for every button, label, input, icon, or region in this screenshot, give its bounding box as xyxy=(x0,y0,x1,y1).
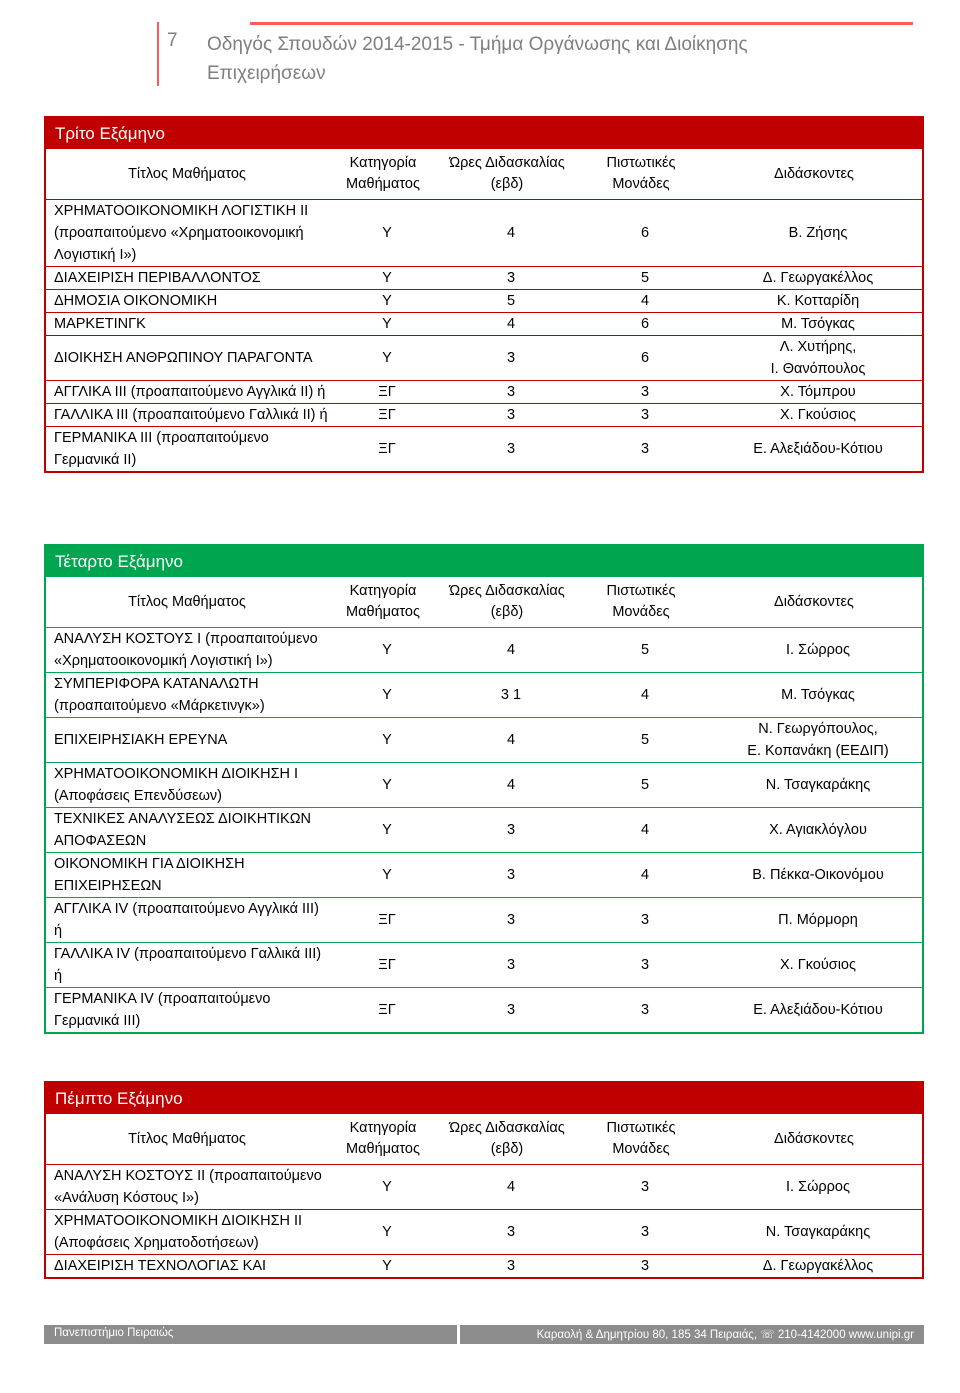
course-hours: 3 1 xyxy=(438,673,576,718)
header-accent-line xyxy=(250,22,913,25)
table-row xyxy=(46,313,922,336)
course-category: Υ xyxy=(328,1255,438,1278)
course-credits: 3 xyxy=(576,404,706,427)
course-credits: 3 xyxy=(576,1210,706,1255)
page-number: 7 xyxy=(167,30,178,51)
course-title: ΑΓΓΛΙΚΑ ΙV (προαπαιτούμενο Αγγλικά ΙΙΙ) ή xyxy=(46,898,328,943)
course-hours: 4 xyxy=(438,628,576,673)
course-credits: 6 xyxy=(576,200,706,267)
course-credits: 6 xyxy=(576,336,706,381)
table-row xyxy=(46,336,922,381)
course-teachers: Δ. Γεωργακέλλος xyxy=(706,267,922,290)
course-category: Υ xyxy=(328,200,438,267)
course-teachers: Χ. Γκούσιος xyxy=(706,404,922,427)
course-category: Υ xyxy=(328,336,438,381)
course-hours: 3 xyxy=(438,427,576,472)
course-credits: 3 xyxy=(576,898,706,943)
course-hours: 4 xyxy=(438,763,576,808)
course-category: ΞΓ xyxy=(328,427,438,472)
table-row xyxy=(46,718,922,763)
column-header-credits: Πιστωτικές Μονάδες xyxy=(606,155,676,192)
column-header-teachers: Διδάσκοντες xyxy=(774,165,854,182)
table-row xyxy=(46,1255,922,1278)
course-title: ΑΝΑΛΥΣΗ ΚΟΣΤΟΥΣ Ι (προαπαιτούμενο «Χρηματοοικονομική Λογιστική Ι») xyxy=(46,628,328,673)
course-title: ΧΡΗΜΑΤΟΟΙΚΟΝΟΜΙΚΗ ΔΙΟΙΚΗΣΗ Ι (Αποφάσεις Επενδύσεων) xyxy=(46,763,328,808)
course-category: Υ xyxy=(328,853,438,898)
course-credits: 5 xyxy=(576,718,706,763)
course-category: Υ xyxy=(328,290,438,313)
column-header-credits: Πιστωτικές Μονάδες xyxy=(606,583,676,620)
course-title: ΓΑΛΛΙΚΑ ΙV (προαπαιτούμενο Γαλλικά ΙΙΙ) ή xyxy=(46,943,328,988)
course-title: ΣΥΜΠΕΡΙΦΟΡΑ ΚΑΤΑΝΑΛΩΤΗ (προαπαιτούμενο «Μάρκετινγκ») xyxy=(46,673,328,718)
course-credits: 3 xyxy=(576,988,706,1033)
course-credits: 4 xyxy=(576,290,706,313)
course-teachers: Χ. Γκούσιος xyxy=(706,943,922,988)
course-hours: 4 xyxy=(438,313,576,336)
table-row xyxy=(46,427,922,472)
table-row xyxy=(46,943,922,988)
table-row xyxy=(46,200,922,267)
course-category: Υ xyxy=(328,1165,438,1210)
table-row xyxy=(46,1165,922,1210)
course-hours: 4 xyxy=(438,1165,576,1210)
course-teachers: Ν. Γεωργόπουλος, Ε. Κοπανάκη (ΕΕΔΙΠ) xyxy=(706,718,922,763)
column-header-title: Τίτλος Μαθήματος xyxy=(128,1130,246,1147)
column-header-category: Κατηγορία Μαθήματος xyxy=(346,583,420,620)
course-category: Υ xyxy=(328,267,438,290)
course-category: Υ xyxy=(328,718,438,763)
courses-table xyxy=(46,577,922,1032)
course-category: Υ xyxy=(328,628,438,673)
table-row xyxy=(46,267,922,290)
course-title: ΤΕΧΝΙΚΕΣ ΑΝΑΛΥΣΕΩΣ ΔΙΟΙΚΗΤΙΚΩΝ ΑΠΟΦΑΣΕΩΝ xyxy=(46,808,328,853)
semester-title: Πέμπτο Εξάμηνο xyxy=(46,1083,922,1114)
course-teachers: Ν. Τσαγκαράκης xyxy=(706,763,922,808)
header-accent-box xyxy=(47,22,159,86)
semester-title: Τέταρτο Εξάμηνο xyxy=(46,546,922,577)
course-hours: 4 xyxy=(438,718,576,763)
course-teachers: Λ. Χυτήρης, Ι. Θανόπουλος xyxy=(706,336,922,381)
course-hours: 4 xyxy=(438,200,576,267)
course-teachers: Ι. Σώρρος xyxy=(706,628,922,673)
course-category: Υ xyxy=(328,673,438,718)
course-category: Υ xyxy=(328,313,438,336)
table-row xyxy=(46,404,922,427)
course-title: ΧΡΗΜΑΤΟΟΙΚΟΝΟΜΙΚΗ ΔΙΟΙΚΗΣΗ ΙΙ (Αποφάσεις Χρηματοδοτήσεων) xyxy=(46,1210,328,1255)
course-hours: 3 xyxy=(438,381,576,404)
course-teachers: Ν. Τσαγκαράκης xyxy=(706,1210,922,1255)
course-title: ΧΡΗΜΑΤΟΟΙΚΟΝΟΜΙΚΗ ΛΟΓΙΣΤΙΚΗ ΙΙ (προαπαιτούμενο «Χρηματοοικονομική Λογιστική Ι») xyxy=(46,200,328,267)
semester-3-section xyxy=(44,116,924,473)
course-title: ΑΓΓΛΙΚΑ ΙΙΙ (προαπαιτούμενο Αγγλικά ΙΙ) ή xyxy=(46,381,328,404)
course-hours: 3 xyxy=(438,336,576,381)
course-title: ΔΙΑΧΕΙΡΙΣΗ ΠΕΡΙΒΑΛΛΟΝΤΟΣ xyxy=(46,267,328,290)
column-header-title: Τίτλος Μαθήματος xyxy=(128,593,246,610)
course-hours: 3 xyxy=(438,404,576,427)
course-hours: 5 xyxy=(438,290,576,313)
courses-table xyxy=(46,149,922,471)
course-hours: 3 xyxy=(438,943,576,988)
course-title: ΕΠΙΧΕΙΡΗΣΙΑΚΗ ΕΡΕΥΝΑ xyxy=(46,718,328,763)
page-title: Οδηγός Σπουδών 2014-2015 - Τμήμα Οργάνωσης και Διοίκησης Επιχειρήσεων xyxy=(207,34,748,84)
course-credits: 3 xyxy=(576,381,706,404)
table-row xyxy=(46,381,922,404)
course-teachers: Ε. Αλεξιάδου-Κότιου xyxy=(706,427,922,472)
course-category: Υ xyxy=(328,763,438,808)
column-header-teachers: Διδάσκοντες xyxy=(774,593,854,610)
course-credits: 6 xyxy=(576,313,706,336)
table-row xyxy=(46,808,922,853)
course-title: ΓΕΡΜΑΝΙΚΑ ΙΙΙ (προαπαιτούμενο Γερμανικά ΙΙ) xyxy=(46,427,328,472)
column-header-category: Κατηγορία Μαθήματος xyxy=(346,155,420,192)
course-teachers: Χ. Τόμπρου xyxy=(706,381,922,404)
course-title: ΓΕΡΜΑΝΙΚΑ ΙV (προαπαιτούμενο Γερμανικά ΙΙΙ) xyxy=(46,988,328,1033)
course-hours: 3 xyxy=(438,988,576,1033)
table-row xyxy=(46,853,922,898)
course-credits: 3 xyxy=(576,1255,706,1278)
column-header-title: Τίτλος Μαθήματος xyxy=(128,165,246,182)
footer-university: Πανεπιστήμιο Πειραιώς xyxy=(54,1327,174,1339)
course-credits: 4 xyxy=(576,673,706,718)
column-header-hours: Ώρες Διδασκαλίας (εβδ) xyxy=(449,583,565,620)
course-category: ΞΓ xyxy=(328,404,438,427)
semester-4-section xyxy=(44,544,924,1034)
course-teachers: Δ. Γεωργακέλλος xyxy=(706,1255,922,1278)
footer-contact: Καραολή & Δημητρίου 80, 185 34 Πειραιάς, ☏ 210-4142000 www.unipi.gr xyxy=(536,1329,914,1341)
course-title: ΔΙΟΙΚΗΣΗ ΑΝΘΡΩΠΙΝΟΥ ΠΑΡΑΓΟΝΤΑ xyxy=(46,336,328,381)
table-row xyxy=(46,898,922,943)
footer xyxy=(44,1325,924,1344)
semester-5-section xyxy=(44,1081,924,1279)
course-title: ΜΑΡΚΕΤΙΝΓΚ xyxy=(46,313,328,336)
course-hours: 3 xyxy=(438,1210,576,1255)
column-header-teachers: Διδάσκοντες xyxy=(774,1130,854,1147)
course-hours: 3 xyxy=(438,853,576,898)
column-header-hours: Ώρες Διδασκαλίας (εβδ) xyxy=(449,155,565,192)
course-credits: 4 xyxy=(576,853,706,898)
table-row xyxy=(46,290,922,313)
table-row xyxy=(46,628,922,673)
course-category: ΞΓ xyxy=(328,988,438,1033)
course-title: ΑΝΑΛΥΣΗ ΚΟΣΤΟΥΣ ΙΙ (προαπαιτούμενο «Ανάλυση Κόστους Ι») xyxy=(46,1165,328,1210)
course-teachers: Μ. Τσόγκας xyxy=(706,313,922,336)
course-teachers: Π. Μόρμορη xyxy=(706,898,922,943)
course-category: ΞΓ xyxy=(328,381,438,404)
table-row xyxy=(46,673,922,718)
course-hours: 3 xyxy=(438,898,576,943)
table-row xyxy=(46,988,922,1033)
course-teachers: Ι. Σώρρος xyxy=(706,1165,922,1210)
course-category: Υ xyxy=(328,808,438,853)
course-teachers: Ε. Αλεξιάδου-Κότιου xyxy=(706,988,922,1033)
course-hours: 3 xyxy=(438,1255,576,1278)
course-category: ΞΓ xyxy=(328,943,438,988)
course-credits: 3 xyxy=(576,1165,706,1210)
column-header-category: Κατηγορία Μαθήματος xyxy=(346,1120,420,1157)
table-row xyxy=(46,763,922,808)
course-title: ΔΗΜΟΣΙΑ ΟΙΚΟΝΟΜΙΚΗ xyxy=(46,290,328,313)
course-teachers: Χ. Αγιακλόγλου xyxy=(706,808,922,853)
course-credits: 5 xyxy=(576,763,706,808)
course-title: ΓΑΛΛΙΚΑ ΙΙΙ (προαπαιτούμενο Γαλλικά ΙΙ) ή xyxy=(46,404,328,427)
course-hours: 3 xyxy=(438,808,576,853)
course-teachers: Μ. Τσόγκας xyxy=(706,673,922,718)
course-category: Υ xyxy=(328,1210,438,1255)
course-credits: 5 xyxy=(576,267,706,290)
course-title: ΟΙΚΟΝΟΜΙΚΗ ΓΙΑ ΔΙΟΙΚΗΣΗ ΕΠΙΧΕΙΡΗΣΕΩΝ xyxy=(46,853,328,898)
course-teachers: Β. Ζήσης xyxy=(706,200,922,267)
course-title: ΔΙΑΧΕΙΡΙΣΗ ΤΕΧΝΟΛΟΓΙΑΣ ΚΑΙ xyxy=(46,1255,328,1278)
course-credits: 3 xyxy=(576,943,706,988)
course-hours: 3 xyxy=(438,267,576,290)
course-credits: 3 xyxy=(576,427,706,472)
courses-table xyxy=(46,1114,922,1277)
column-header-hours: Ώρες Διδασκαλίας (εβδ) xyxy=(449,1120,565,1157)
footer-separator xyxy=(457,1325,460,1344)
column-header-credits: Πιστωτικές Μονάδες xyxy=(606,1120,676,1157)
course-credits: 4 xyxy=(576,808,706,853)
course-teachers: Κ. Κοτταρίδη xyxy=(706,290,922,313)
semester-title: Τρίτο Εξάμηνο xyxy=(46,118,922,149)
table-row xyxy=(46,1210,922,1255)
course-category: ΞΓ xyxy=(328,898,438,943)
course-credits: 5 xyxy=(576,628,706,673)
course-teachers: Β. Πέκκα-Οικονόμου xyxy=(706,853,922,898)
